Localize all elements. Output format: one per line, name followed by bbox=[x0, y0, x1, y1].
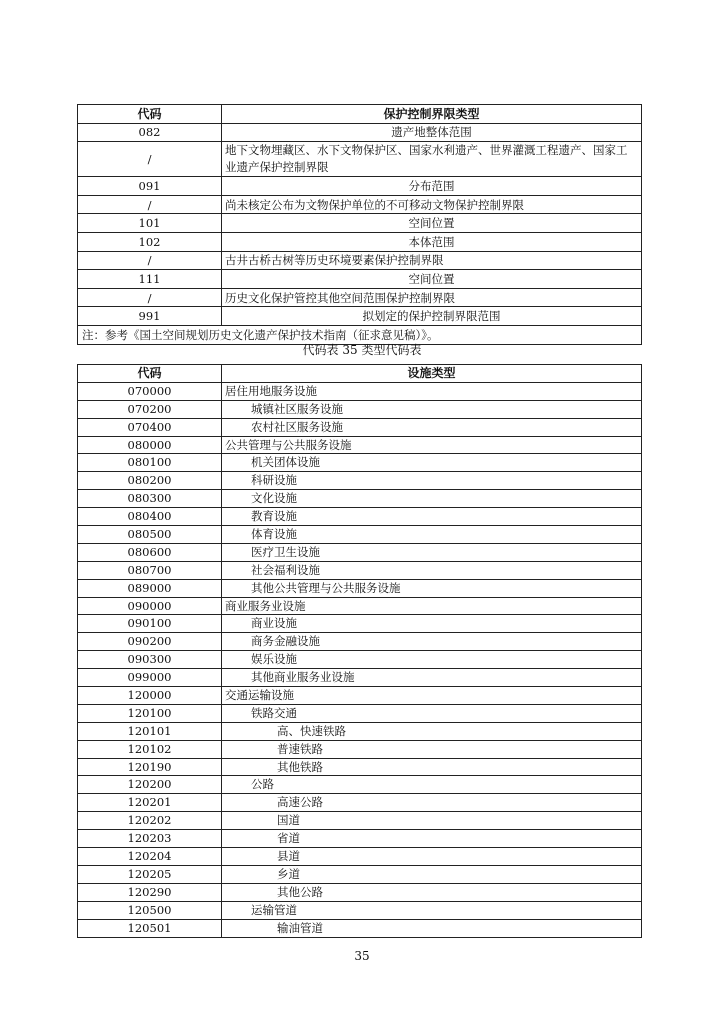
table-row bbox=[78, 848, 642, 866]
table-row bbox=[78, 270, 642, 289]
code-cell: 102 bbox=[78, 232, 222, 251]
table-row bbox=[78, 830, 642, 848]
code-cell: 080200 bbox=[78, 472, 222, 490]
facility-type-cell: 国道 bbox=[222, 812, 642, 830]
table-row bbox=[78, 883, 642, 901]
table-row bbox=[78, 865, 642, 883]
table-row bbox=[78, 436, 642, 454]
table-row bbox=[78, 526, 642, 544]
table-row bbox=[78, 400, 642, 418]
table-row bbox=[78, 418, 642, 436]
table-note: 注：参考《国土空间规划历史文化遗产保护技术指南（征求意见稿）》。 bbox=[78, 325, 642, 344]
facility-type-cell: 其他商业服务业设施 bbox=[222, 669, 642, 687]
code-cell: / bbox=[78, 251, 222, 270]
code-cell: 070400 bbox=[78, 418, 222, 436]
code-cell: 120501 bbox=[78, 919, 222, 937]
facility-type-cell: 居住用地服务设施 bbox=[222, 382, 642, 400]
table-row bbox=[78, 669, 642, 687]
table-row bbox=[78, 919, 642, 937]
type-cell: 空间位置 bbox=[222, 214, 642, 233]
type-cell: 尚未核定公布为文物保护单位的不可移动文物保护控制界限 bbox=[222, 195, 642, 214]
table-header-row bbox=[78, 105, 642, 124]
code-cell: 101 bbox=[78, 214, 222, 233]
type-cell: 地下文物埋藏区、水下文物保护区、国家水利遗产、世界灌溉工程遗产、国家工业遗产保护控制界限 bbox=[222, 142, 642, 177]
facility-type-cell: 运输管道 bbox=[222, 901, 642, 919]
table-caption: 代码表 35 类型代码表 bbox=[302, 343, 422, 357]
code-cell: / bbox=[78, 142, 222, 177]
table-row bbox=[78, 307, 642, 326]
table-row bbox=[78, 812, 642, 830]
table-row bbox=[78, 901, 642, 919]
code-cell: 090200 bbox=[78, 633, 222, 651]
code-cell: 080500 bbox=[78, 526, 222, 544]
table-row bbox=[78, 454, 642, 472]
facility-type-cell: 教育设施 bbox=[222, 508, 642, 526]
table-row bbox=[78, 214, 642, 233]
facility-type-cell: 城镇社区服务设施 bbox=[222, 400, 642, 418]
facility-type-cell: 公共管理与公共服务设施 bbox=[222, 436, 642, 454]
code-cell: 089000 bbox=[78, 579, 222, 597]
page-number: 35 bbox=[354, 949, 370, 963]
table-row bbox=[78, 722, 642, 740]
code-cell: 120202 bbox=[78, 812, 222, 830]
table-row bbox=[78, 794, 642, 812]
code-cell: 120190 bbox=[78, 758, 222, 776]
code-cell: 080100 bbox=[78, 454, 222, 472]
type-cell: 分布范围 bbox=[222, 177, 642, 196]
table-row bbox=[78, 195, 642, 214]
facility-type-cell: 其他公共管理与公共服务设施 bbox=[222, 579, 642, 597]
facility-type-cell: 输油管道 bbox=[222, 919, 642, 937]
boundary-type-table bbox=[77, 104, 642, 345]
header-code: 代码 bbox=[78, 105, 222, 124]
table-row bbox=[78, 704, 642, 722]
facility-type-cell: 铁路交通 bbox=[222, 704, 642, 722]
table-row bbox=[78, 123, 642, 142]
header-code: 代码 bbox=[78, 365, 222, 383]
table-row bbox=[78, 490, 642, 508]
table-row bbox=[78, 615, 642, 633]
facility-type-cell: 省道 bbox=[222, 830, 642, 848]
facility-type-cell: 文化设施 bbox=[222, 490, 642, 508]
code-cell: 099000 bbox=[78, 669, 222, 687]
code-cell: / bbox=[78, 195, 222, 214]
facility-type-cell: 交通运输设施 bbox=[222, 687, 642, 705]
code-cell: 090100 bbox=[78, 615, 222, 633]
code-cell: 091 bbox=[78, 177, 222, 196]
code-cell: 090000 bbox=[78, 597, 222, 615]
code-cell: 080600 bbox=[78, 543, 222, 561]
facility-type-cell: 体育设施 bbox=[222, 526, 642, 544]
code-cell: 120100 bbox=[78, 704, 222, 722]
table-row bbox=[78, 687, 642, 705]
table-row bbox=[78, 651, 642, 669]
code-cell: 120500 bbox=[78, 901, 222, 919]
facility-type-cell: 乡道 bbox=[222, 865, 642, 883]
table-row bbox=[78, 561, 642, 579]
facility-type-cell: 其他公路 bbox=[222, 883, 642, 901]
table-row bbox=[78, 142, 642, 177]
facility-type-cell: 商业设施 bbox=[222, 615, 642, 633]
table-row bbox=[78, 776, 642, 794]
header-facility-type: 设施类型 bbox=[222, 365, 642, 383]
code-cell: 120203 bbox=[78, 830, 222, 848]
type-cell: 历史文化保护管控其他空间范围保护控制界限 bbox=[222, 288, 642, 307]
code-cell: 070000 bbox=[78, 382, 222, 400]
type-cell: 古井古桥古树等历史环境要素保护控制界限 bbox=[222, 251, 642, 270]
code-cell: 080400 bbox=[78, 508, 222, 526]
code-cell: 080300 bbox=[78, 490, 222, 508]
table-row bbox=[78, 508, 642, 526]
facility-type-cell: 公路 bbox=[222, 776, 642, 794]
code-cell: 111 bbox=[78, 270, 222, 289]
table-row bbox=[78, 633, 642, 651]
facility-type-cell: 高、快速铁路 bbox=[222, 722, 642, 740]
type-cell: 空间位置 bbox=[222, 270, 642, 289]
facility-type-table bbox=[77, 364, 642, 938]
table-row bbox=[78, 177, 642, 196]
facility-type-cell: 医疗卫生设施 bbox=[222, 543, 642, 561]
facility-type-cell: 社会福利设施 bbox=[222, 561, 642, 579]
code-cell: 120201 bbox=[78, 794, 222, 812]
table-row bbox=[78, 472, 642, 490]
facility-type-cell: 高速公路 bbox=[222, 794, 642, 812]
type-cell: 遗产地整体范围 bbox=[222, 123, 642, 142]
code-cell: 120101 bbox=[78, 722, 222, 740]
table-row bbox=[78, 543, 642, 561]
code-cell: 120204 bbox=[78, 848, 222, 866]
code-cell: 120000 bbox=[78, 687, 222, 705]
code-cell: 120200 bbox=[78, 776, 222, 794]
facility-type-cell: 普速铁路 bbox=[222, 740, 642, 758]
facility-type-cell: 商业服务业设施 bbox=[222, 597, 642, 615]
header-boundary-type: 保护控制界限类型 bbox=[222, 105, 642, 124]
code-cell: 070200 bbox=[78, 400, 222, 418]
code-cell: 082 bbox=[78, 123, 222, 142]
table-row bbox=[78, 288, 642, 307]
code-cell: / bbox=[78, 288, 222, 307]
code-cell: 120102 bbox=[78, 740, 222, 758]
code-cell: 080000 bbox=[78, 436, 222, 454]
facility-type-cell: 机关团体设施 bbox=[222, 454, 642, 472]
code-cell: 120290 bbox=[78, 883, 222, 901]
table-row bbox=[78, 579, 642, 597]
table-row bbox=[78, 251, 642, 270]
table-row bbox=[78, 597, 642, 615]
facility-type-cell: 娱乐设施 bbox=[222, 651, 642, 669]
code-cell: 991 bbox=[78, 307, 222, 326]
facility-type-cell: 科研设施 bbox=[222, 472, 642, 490]
table-row bbox=[78, 740, 642, 758]
facility-type-cell: 县道 bbox=[222, 848, 642, 866]
type-cell: 本体范围 bbox=[222, 232, 642, 251]
table-row bbox=[78, 382, 642, 400]
facility-type-cell: 商务金融设施 bbox=[222, 633, 642, 651]
code-cell: 090300 bbox=[78, 651, 222, 669]
table-header-row bbox=[78, 365, 642, 383]
code-cell: 080700 bbox=[78, 561, 222, 579]
code-cell: 120205 bbox=[78, 865, 222, 883]
table-row bbox=[78, 232, 642, 251]
type-cell: 拟划定的保护控制界限范围 bbox=[222, 307, 642, 326]
facility-type-cell: 农村社区服务设施 bbox=[222, 418, 642, 436]
facility-type-cell: 其他铁路 bbox=[222, 758, 642, 776]
table-row bbox=[78, 758, 642, 776]
